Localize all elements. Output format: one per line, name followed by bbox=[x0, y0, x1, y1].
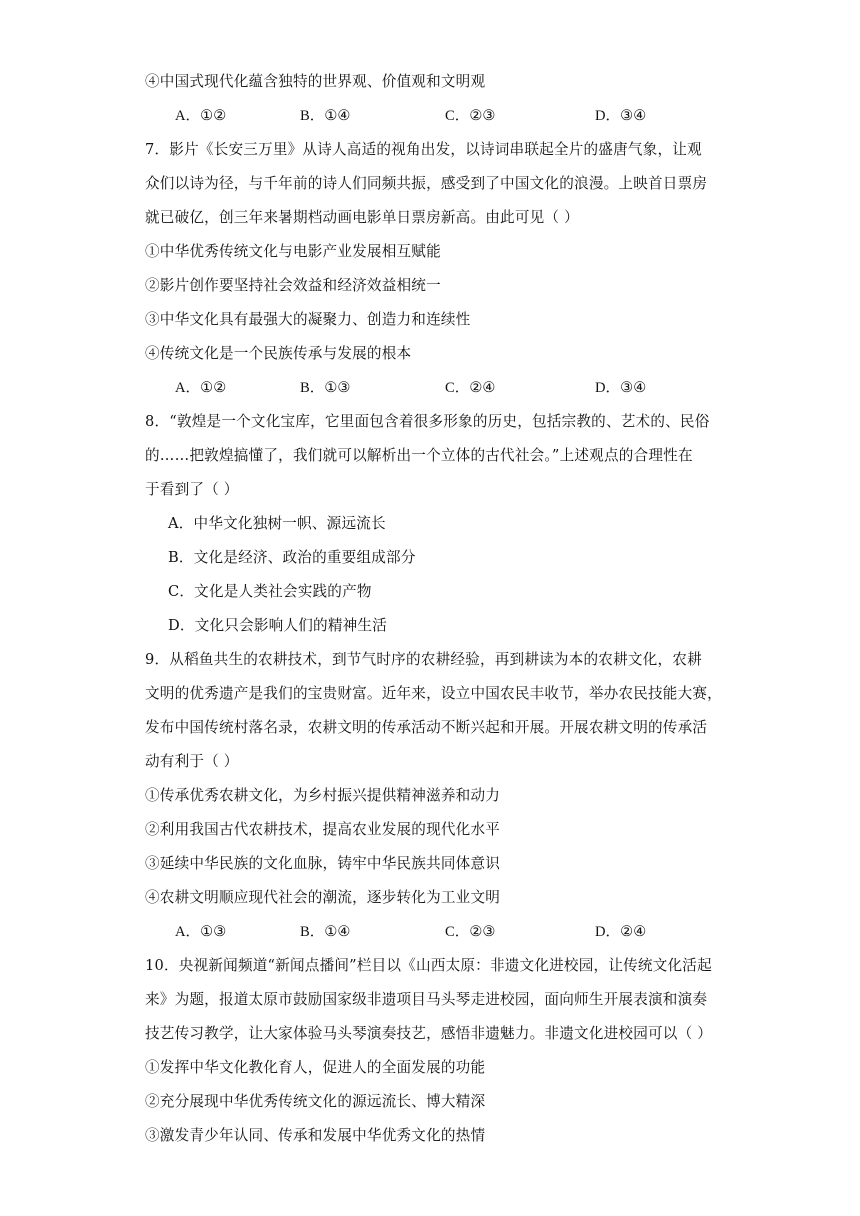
q9-item-4: ④农耕文明顺应现代社会的潮流，逐步转化为工业文明 bbox=[145, 889, 501, 906]
q7-option-d: D．③④ bbox=[595, 379, 647, 396]
q8-stem-line-1: 8．“敦煌是一个文化宝库，它里面包含着很多形象的历史，包括宗教的、艺术的、民俗 bbox=[145, 413, 710, 430]
q7-item-1: ①中华优秀传统文化与电影产业发展相互赋能 bbox=[145, 243, 441, 260]
q7-option-c: C．②④ bbox=[445, 379, 496, 396]
q9-option-d: D．②④ bbox=[595, 923, 647, 940]
q6-options bbox=[175, 106, 735, 126]
q7-item-3: ③中华文化具有最强大的凝聚力、创造力和连续性 bbox=[145, 311, 471, 328]
q7-stem-line-1: 7．影片《长安三万里》从诗人高适的视角出发，以诗词串联起全片的盛唐气象，让观 bbox=[145, 141, 702, 158]
q9-item-3: ③延续中华民族的文化血脉，铸牢中华民族共同体意识 bbox=[145, 855, 501, 872]
q7-stem-line-2: 众们以诗为径，与千年前的诗人们同频共振，感受到了中国文化的浪漫。上映首日票房 bbox=[145, 175, 708, 192]
q6-option-b: B．①④ bbox=[300, 107, 351, 124]
q9-stem-line-4: 动有利于（ ） bbox=[145, 753, 239, 770]
q6-option-d: D．③④ bbox=[595, 107, 647, 124]
q8-choice-b: B．文化是经济、政治的重要组成部分 bbox=[168, 549, 416, 566]
q10-stem-line-1: 10．央视新闻频道“新闻点播间”栏目以《山西太原：非遗文化进校园，让传统文化活起 bbox=[145, 957, 712, 974]
q7-option-a: A．①② bbox=[175, 379, 227, 396]
q8-stem-line-2: 的……把敦煌搞懂了，我们就可以解析出一个立体的古代社会。”上述观点的合理性在 bbox=[145, 447, 693, 464]
q8-choice-c: C．文化是人类社会实践的产物 bbox=[168, 583, 372, 600]
q9-stem-line-3: 发布中国传统村落名录，农耕文明的传承活动不断兴起和开展。开展农耕文明的传承活 bbox=[145, 719, 708, 736]
q9-option-c: C．②③ bbox=[445, 923, 496, 940]
q9-item-2: ②利用我国古代农耕技术，提高农业发展的现代化水平 bbox=[145, 821, 501, 838]
q6-option-c: C．②③ bbox=[445, 107, 496, 124]
q10-item-2: ②充分展现中华优秀传统文化的源远流长、博大精深 bbox=[145, 1093, 486, 1110]
q10-stem-line-2: 来》为题，报道太原市鼓励国家级非遗项目马头琴走进校园，面向师生开展表演和演奏 bbox=[145, 991, 708, 1008]
q7-stem-line-3: 就已破亿，创三年来暑期档动画电影单日票房新高。由此可见（ ） bbox=[145, 209, 579, 226]
q9-stem-line-1: 9．从稻鱼共生的农耕技术，到节气时序的农耕经验，再到耕读为本的农耕文化，农耕 bbox=[145, 651, 702, 668]
q9-item-1: ①传承优秀农耕文化，为乡村振兴提供精神滋养和动力 bbox=[145, 787, 501, 804]
q6-item-4: ④中国式现代化蕴含独特的世界观、价值观和文明观 bbox=[145, 73, 486, 90]
q10-item-3: ③激发青少年认同、传承和发展中华优秀文化的热情 bbox=[145, 1127, 486, 1144]
q7-options bbox=[175, 378, 735, 398]
q7-item-2: ②影片创作要坚持社会效益和经济效益相统一 bbox=[145, 277, 441, 294]
q6-option-a: A．①② bbox=[175, 107, 227, 124]
q8-stem-line-3: 于看到了（ ） bbox=[145, 481, 239, 498]
q9-option-a: A．①③ bbox=[175, 923, 227, 940]
q8-choice-d: D．文化只会影响人们的精神生活 bbox=[168, 617, 388, 634]
q10-stem-line-3: 技艺传习教学，让大家体验马头琴演奏技艺，感悟非遗魅力。非遗文化进校园可以（ ） bbox=[145, 1025, 713, 1042]
q10-item-1: ①发挥中华文化教化育人，促进人的全面发展的功能 bbox=[145, 1059, 486, 1076]
q9-options bbox=[175, 922, 735, 942]
q9-stem-line-2: 文明的优秀遗产是我们的宝贵财富。近年来，设立中国农民丰收节，举办农民技能大赛， bbox=[145, 685, 722, 702]
q7-option-b: B．①③ bbox=[300, 379, 351, 396]
q7-item-4: ④传统文化是一个民族传承与发展的根本 bbox=[145, 345, 412, 362]
q8-choice-a: A．中华文化独树一帜、源远流长 bbox=[168, 515, 386, 532]
q9-option-b: B．①④ bbox=[300, 923, 351, 940]
